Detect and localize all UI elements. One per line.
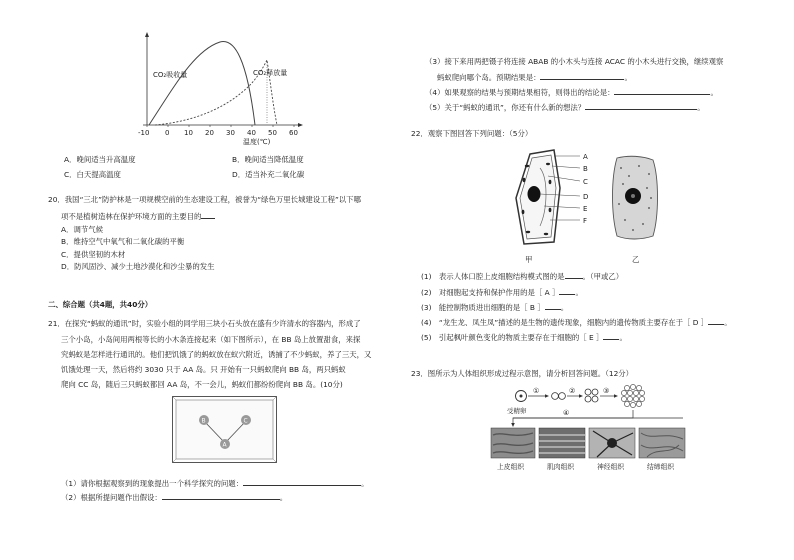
cell-label-d: D [583, 193, 589, 201]
q21-sub4-text: （4）如果观察的结果与预期结果相符，则得出的结论是： [425, 88, 615, 97]
q21-sub3-blank[interactable] [540, 72, 624, 80]
step-1: ① [533, 387, 540, 395]
q22-item4-text: (4) “龙生龙、凤生凤”描述的是生物的遗传现象，细胞内的遗传物质主要存在于［ D ］ [421, 318, 709, 327]
q22-item3-blank[interactable] [545, 302, 561, 310]
q22-item2: (2) 对细胞起支持和保护作用的是［ A ］ 。 [421, 288, 583, 297]
x-tick-label: 10 [184, 129, 193, 137]
q21-sub2-blank[interactable] [162, 492, 280, 500]
tissue-label-connective: 结缔组织 [647, 463, 675, 471]
connective-tissue-image [639, 428, 685, 458]
step-2: ② [569, 387, 576, 395]
q21-stem-line: 21．在探究“蚂蚁的通讯”时，实验小组的同学用三块小石头放在盛有少许清水的容器内，形成了 [48, 319, 361, 328]
q19-option-d: D．适当补充二氧化碳 [232, 170, 305, 179]
q21-sub1: （1）请你根据观察到的现象提出一个科学探究的问题： 。 [61, 479, 369, 488]
q20-option: D．防风固沙、减少土地沙漠化和沙尘暴的发生 [61, 262, 215, 271]
cell-label-e: E [583, 205, 588, 213]
q20-option: A．调节气候 [61, 225, 104, 234]
section2-title: 二、综合题（共4题，共40分） [48, 300, 153, 309]
x-tick-label: 0 [165, 129, 170, 137]
q22-item5-blank[interactable] [603, 332, 619, 340]
q21-sub3-line1: （3）接下来用两把镊子将连接 ABAB 的小木头与连接 ACAC 的小木头进行交换，继续观察 [425, 57, 724, 66]
q22-item4: (4) “龙生龙、凤生凤”描述的是生物的遗传现象，细胞内的遗传物质主要存在于［ D ］ 。 [421, 318, 732, 327]
x-tick-label: 20 [205, 129, 214, 137]
q19-option-b: B．晚间适当降低温度 [232, 155, 304, 164]
ant-island-diagram [172, 396, 277, 463]
q22-item3: (3) 能控制物质进出细胞的是［ B ］ 。 [421, 303, 569, 312]
plant-cell-diagram [510, 148, 605, 248]
q21-sub5-blank[interactable] [585, 102, 697, 110]
q21-sub1-text: （1）请你根据观察到的现象提出一个科学探究的问题： [61, 479, 244, 488]
x-tick-label: 50 [268, 129, 277, 137]
q22-item2-text: (2) 对细胞起支持和保护作用的是［ A ］ [421, 288, 560, 297]
q20-option: C．提供坚韧的木材 [61, 250, 126, 259]
x-tick-label: 30 [226, 129, 235, 137]
q20-answer-blank[interactable] [201, 211, 215, 219]
cell-jia-label: 甲 [525, 255, 533, 264]
island-c-label: C [243, 417, 248, 425]
temperature-co2-graph [135, 30, 310, 145]
q21-stem-line: 饥饿处理一天，然后将约 3030 只于 AA 岛。只 开始有一只蚂蚁爬向 BB 岛，两只蚂蚁 [61, 365, 346, 374]
q21-stem-line: 三个小岛，小岛间用两根等长的小木条连接起来（如下图所示），在 BB 岛上放置甜食，来探 [61, 335, 361, 344]
co2-release-label: CO₂释放量 [253, 69, 288, 77]
tissue-label-nerve: 神经组织 [597, 463, 625, 471]
step-3: ③ [603, 387, 610, 395]
cell-label-b: B [583, 165, 588, 173]
q21-sub2-text: （2）根据所提问题作出假设： [61, 493, 162, 502]
cell-label-f: F [583, 217, 588, 225]
q21-stem-line: 爬向 CC 岛，随后三只蚂蚁都回 AA 岛，不一会儿，蚂蚁们都纷纷爬向 BB 岛。(10分) [61, 380, 343, 389]
tissue-formation-diagram [487, 383, 697, 478]
tissue-images [491, 428, 685, 458]
x-tick-label: 60 [289, 129, 298, 137]
q23-title: 23．图所示为人体组织形成过程示意图，请分析回答问题。（12分） [411, 369, 634, 378]
q20-option: B．维持空气中氧气和二氧化碳的平衡 [61, 237, 185, 246]
q21-sub4: （4）如果观察的结果与预期结果相符，则得出的结论是： 。 [425, 88, 718, 97]
q21-sub5-text: （5）关于“蚂蚁的通讯”，你还有什么新的想法？ [425, 103, 586, 112]
fertilized-egg-label: 受精卵 [507, 407, 527, 415]
q21-stem-line: 究蚂蚁是怎样进行通讯的。他们把饥饿了的蚂蚁放在蚁穴附近，诱捕了不少蚂蚁，养了三天，又 [61, 350, 372, 359]
q19-option-a: A．晚间适当升高温度 [64, 155, 136, 164]
q22-item1-suffix: 。（甲或乙） [582, 272, 624, 281]
q21-sub1-blank[interactable] [243, 478, 361, 486]
q20-stem-line1: 20．我国“三北”防护林是一项规模空前的生态建设工程，被誉为“绿色万里长城建设工程”以下哪 [48, 195, 361, 204]
animal-cell-diagram [609, 154, 661, 242]
cell-yi-label: 乙 [632, 255, 640, 264]
q22-item1-text: (1) 表示人体口腔上皮细胞结构模式图的是 [421, 272, 565, 281]
tissue-label-epithelial: 上皮组织 [497, 463, 525, 471]
q21-sub3-text: 蚂蚁爬向哪个岛。预期结果是： [437, 73, 541, 82]
q22-item2-blank[interactable] [559, 287, 575, 295]
q21-sub3-line2: 蚂蚁爬向哪个岛。预期结果是： 。 [437, 73, 632, 82]
q22-item4-blank[interactable] [708, 317, 724, 325]
q22-item5: (5) 引起枫叶颜色变化的物质主要存在于细胞的［ E ］ 。 [421, 333, 627, 342]
nucleus [528, 186, 541, 202]
q22-item3-text: (3) 能控制物质进出细胞的是［ B ］ [421, 303, 545, 312]
x-axis-label: 温度(℃) [243, 138, 271, 145]
q20-stem-line2 [61, 211, 215, 220]
q21-sub5: （5）关于“蚂蚁的通讯”，你还有什么新的想法？ 。 [425, 103, 705, 112]
co2-absorb-label: CO₂吸收量 [153, 71, 188, 79]
x-tick-label: 40 [247, 129, 256, 137]
island-a-label: A [222, 441, 227, 449]
tissue-label-muscle: 肌肉组织 [547, 463, 575, 471]
q22-item1-blank[interactable] [565, 271, 583, 279]
cell-label-a: A [583, 153, 588, 161]
right-column [397, 0, 794, 560]
q21-sub4-blank[interactable] [614, 87, 710, 95]
q22-title: 22．观察下图回答下列问题：（5分） [411, 129, 533, 138]
q22-item1 [421, 271, 623, 280]
island-b-label: B [201, 417, 206, 425]
q20-stem-text: 项不是植树造林在保护环境方面的主要目的 [61, 212, 202, 221]
step-4: ④ [563, 409, 570, 417]
cell-label-c: C [583, 178, 588, 186]
q19-option-c: C．白天提高温度 [64, 170, 121, 179]
q22-item5-text: (5) 引起枫叶颜色变化的物质主要存在于细胞的［ E ］ [421, 333, 604, 342]
x-tick-label: -10 [138, 129, 150, 137]
q21-sub2: （2）根据所提问题作出假设： 。 [61, 493, 288, 502]
